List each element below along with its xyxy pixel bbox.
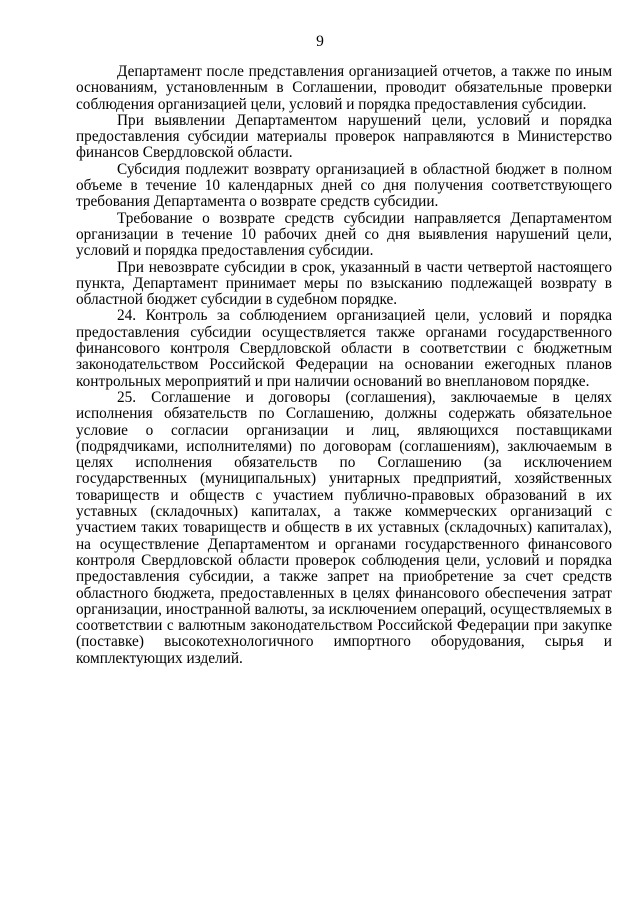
page-number: 9 [316,33,324,50]
paragraph-violations: При выявлении Департаментом нарушений цели, условий и порядка предоставления субсидии материалы проверок направляются в Министерство финансов Свердловской области. [76,111,612,162]
paragraph-item-24: 24. Контроль за соблюдением организацией цели, условий и порядка предоставления субсидии осуществляется также органами государственного финансового контроля Свердловской области в соответствии с бюджетным законодательством Российской Федерации на основании ежегодных планов контрольных мероприятий и при наличии оснований во внеплановом порядке. [76,307,612,390]
paragraph-refund-request: Требование о возврате средств субсидии направляется Департаментом организации в течение 10 рабочих дней со дня выявления нарушений цели, условий и порядка предоставления субсидии. [76,209,612,260]
paragraph-inspection: Департамент после представления организацией отчетов, а также по иным основаниям, установленным в Соглашении, проводит обязательные проверки соблюдения организацией цели, условий и порядка предоставления субсидии. [76,63,612,113]
document-body [76,64,612,667]
paragraph-refund: Субсидия подлежит возврату организацией в областной бюджет в полном объеме в течение 10 календарных дней со дня получения соответствующего требования Департамента о возврате средств субсидии. [76,160,612,211]
paragraph-non-return: При невозврате субсидии в срок, указанный в части четвертой настоящего пункта, Департамент принимает меры по взысканию подлежащей возврату в областной бюджет субсидии в судебном порядке. [76,258,612,309]
paragraph-item-25: 25. Соглашение и договоры (соглашения), заключаемые в целях исполнения обязательств по Соглашению, должны содержать обязательное условие о согласии организации и лиц, являющихся поставщиками (подрядчиками, исполнителями) по договорам (соглашениям), заключаемым в целях исполнения обязательств по Соглашению (за исключением государственных (муниципальных) унитарных предприятий, хозяйственных товариществ и обществ с участием публично-правовых образований в их уставных (складочных) капиталах, а также коммерческих организаций с участием таких товариществ и обществ в их уставных (складочных) капиталах), на осуществление Департаментом и органами государственного финансового контроля Свердловской области проверок соблюдения цели, условий и порядка предоставления субсидии, а также запрет на приобретение за счет средств областного бюджета, предоставленных в целях финансового обеспечения затрат организации, иностранной валюты, за исключением операций, осуществляемых в соответствии с валютным законодательством Российской Федерации при закупке (поставке) высокотехнологичного импортного оборудования, сырья и комплектующих изделий. [76,388,612,667]
